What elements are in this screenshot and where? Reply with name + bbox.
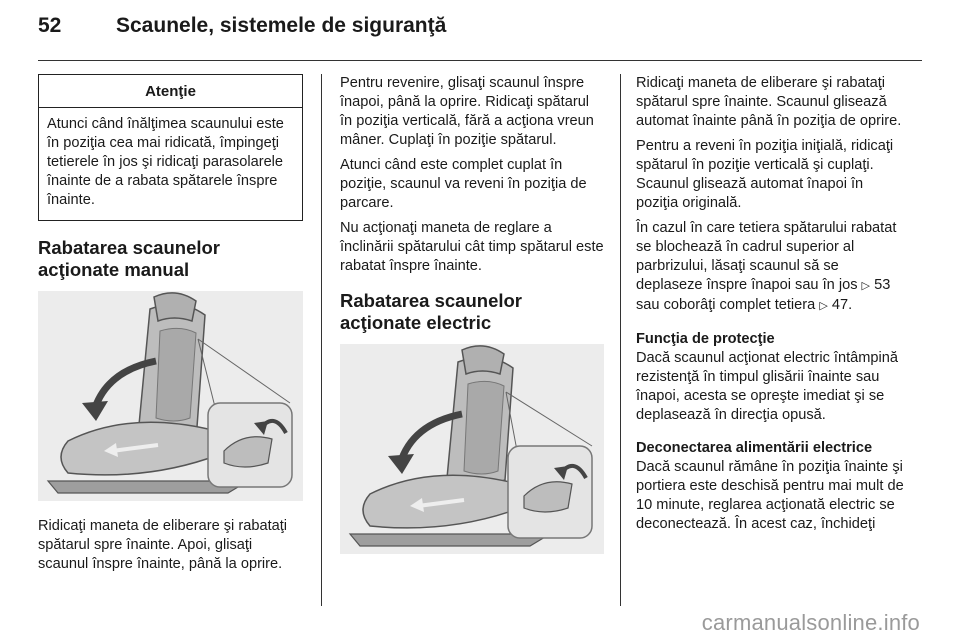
- page-reference-link[interactable]: 53: [874, 277, 891, 293]
- watermark: carmanualsonline.info: [701, 610, 920, 635]
- manual-fold-text: Ridicaţi maneta de eliberare şi rabataţi spătarul spre înainte. Apoi, glisaţi scaunul înspre înainte, până la oprire.: [38, 518, 288, 572]
- do-not-adjust-text: Nu acţionaţi maneta de reglare a înclinării spătarului cât timp spătarul este rabatat înspre înainte.: [340, 220, 604, 274]
- subheading-protection: Funcţia de protecţie: [636, 331, 775, 347]
- column-divider-2: [620, 74, 621, 606]
- warning-text: Atunci când înălţimea scaunului este în poziţia cea mai ridicată, împingeţi tetierele în jos şi ridicaţi parasolarele înainte de a rabata spătarele înspre înainte.: [47, 116, 284, 208]
- seat-illustration-manual: [38, 291, 303, 501]
- column-2: [340, 74, 604, 554]
- column-3: [636, 74, 906, 540]
- electric-fold-text: Ridicaţi maneta de eliberare şi rabataţi spătarul spre înainte. Scaunul glisează automat înainte până în poziţia de oprire.: [636, 75, 902, 129]
- column-1: [38, 74, 303, 580]
- headrest-text: În cazul în care tetiera spătarului rabatat se blochează în cadrul superior al parbrizului, lăsaţi scaunul să se deplaseze înspre înapoi sau în jos ▷ 53 sau coborâţi complet tetiera ▷ 47.: [636, 220, 897, 313]
- power-off-text: Dacă scaunul rămâne în poziţia înainte şi portiera este deschisă pentru mai mult de 10 minute, reglarea acţionată electric se deconectează. În acest caz, închideţi: [636, 459, 904, 532]
- subheading-power-off: Deconectarea alimentării electrice: [636, 440, 873, 456]
- triangle-right-icon: ▷: [819, 300, 828, 312]
- section-heading-manual: Rabatarea scaunelor acţionate manual: [38, 237, 221, 280]
- seat-illustration-electric: [340, 344, 604, 554]
- electric-return-text: Pentru a reveni în poziţia iniţială, ridicaţi spătarul în poziţie verticală şi cuplaţi. Scaunul glisează automat înapoi în poziţia originală.: [636, 138, 894, 211]
- page-title: Scaunele, sistemele de siguranţă: [116, 14, 447, 37]
- warning-box: [38, 74, 303, 221]
- page-number: 52: [38, 14, 62, 37]
- page-reference-link[interactable]: 47.: [831, 297, 853, 313]
- triangle-right-icon: ▷: [861, 280, 871, 292]
- header-divider: [38, 60, 922, 61]
- column-divider-1: [321, 74, 322, 606]
- parking-text: Atunci când este complet cuplat în poziţie, scaunul va reveni în poziţia de parcare.: [340, 157, 587, 211]
- page-header: [38, 14, 446, 38]
- section-heading-electric: Rabatarea scaunelor acţionate electric: [340, 290, 523, 333]
- protection-text: Dacă scaunul acţionat electric întâmpină rezistenţă în timpul glisării înainte sau înapoi, acesta se opreşte imediat şi se deplasează în direcţia opusă.: [636, 350, 899, 423]
- warning-title: Atenţie: [39, 75, 302, 108]
- return-text: Pentru revenire, glisaţi scaunul înspre înapoi, până la oprire. Ridicaţi spătarul în poziţia verticală, fără a acţiona vreun mâner. Cuplaţi în poziţie spătarul.: [340, 75, 594, 148]
